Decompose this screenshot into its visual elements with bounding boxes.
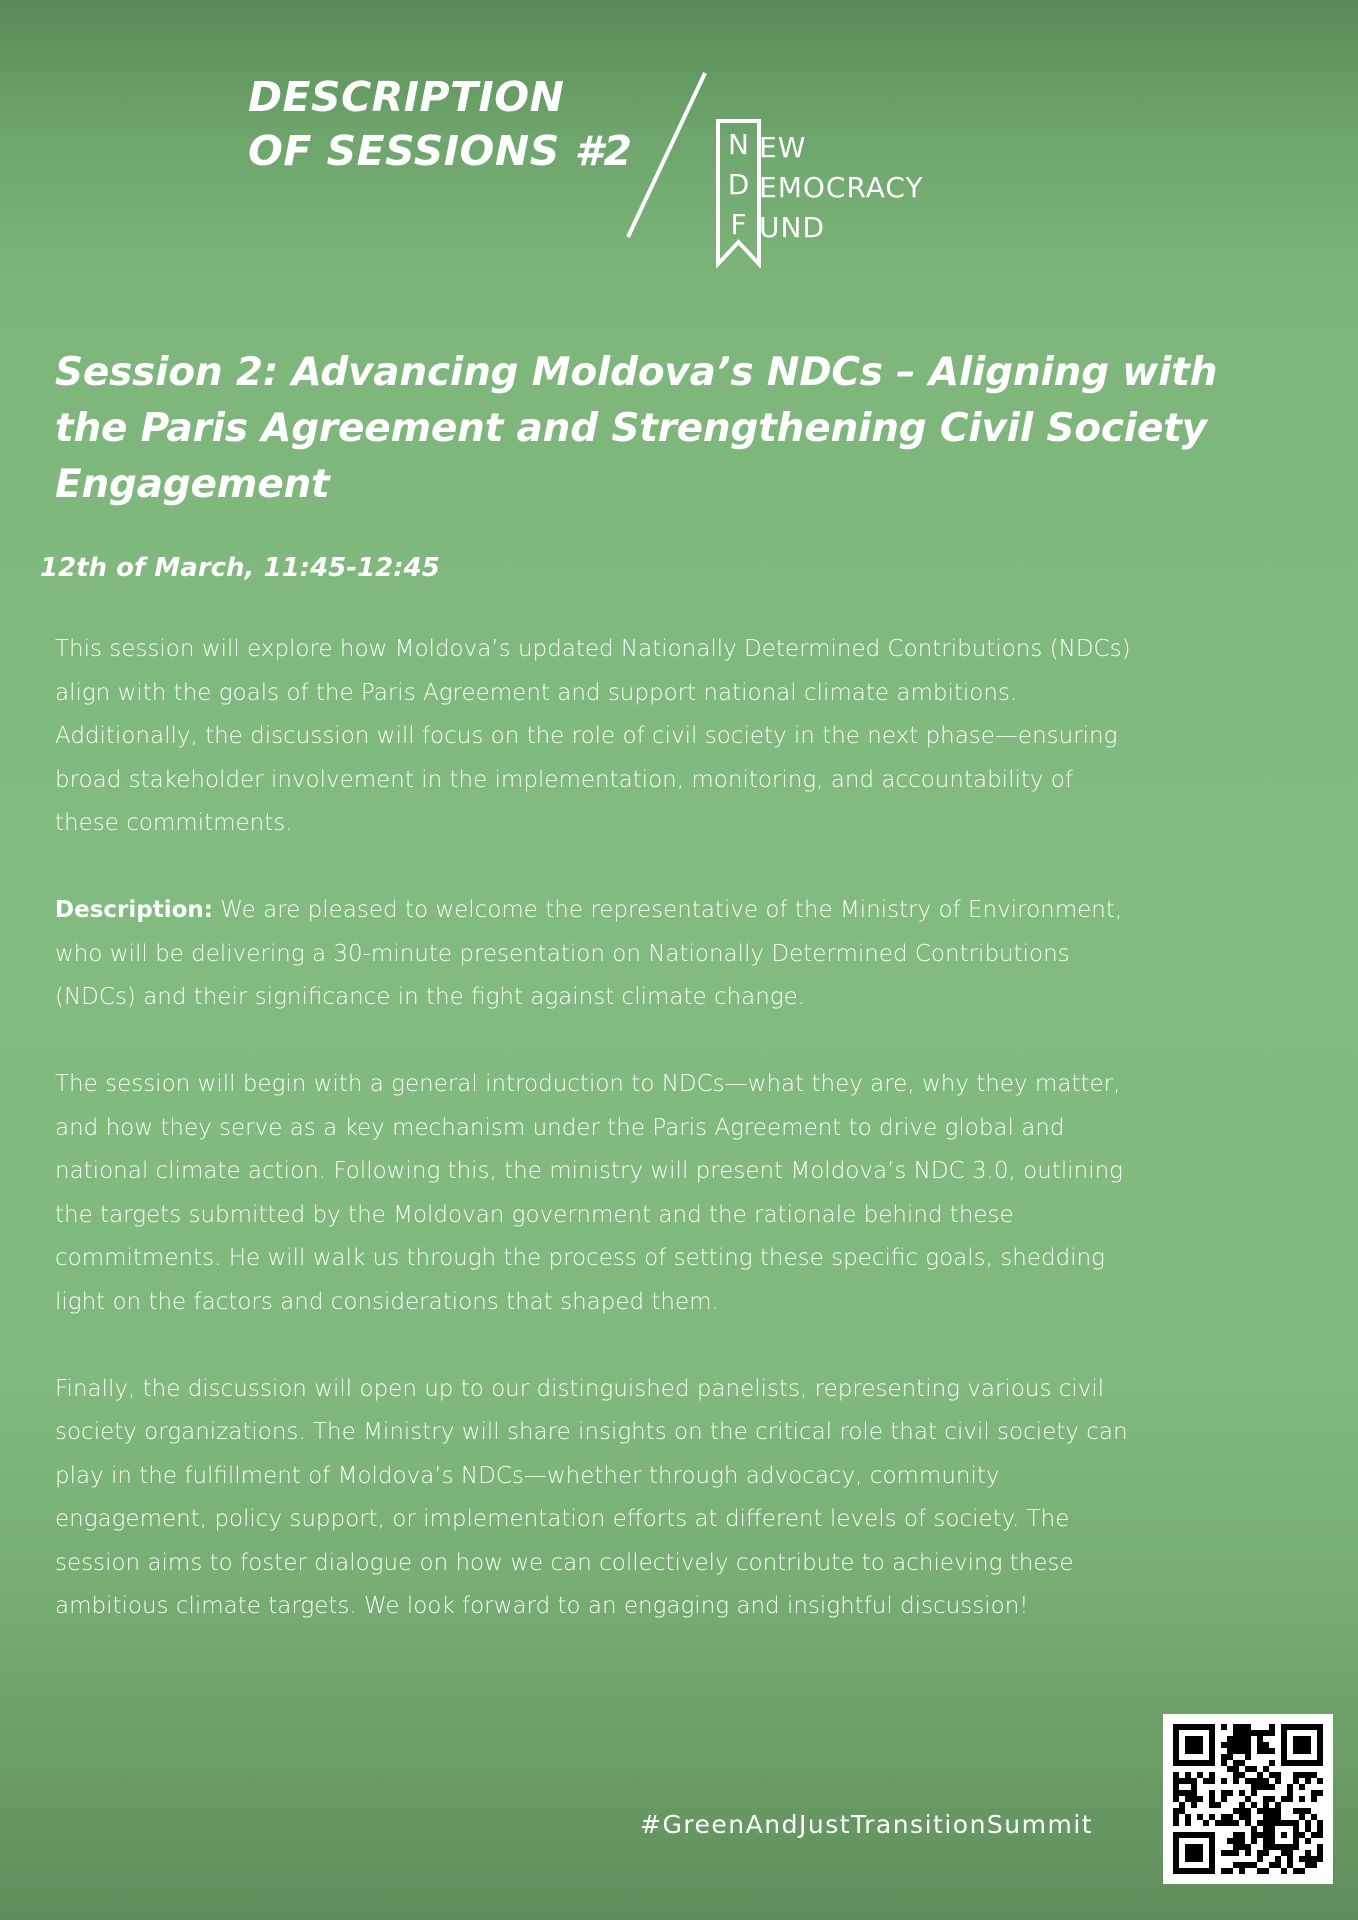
logo-ribbon-icon (715, 118, 765, 268)
header-title-line-1: DESCRIPTION (248, 73, 565, 121)
logo-word-democracy: EMOCRACY (759, 171, 924, 204)
intro-line: these commitments. (55, 810, 293, 836)
description-line (55, 889, 1335, 933)
ndf-logo (715, 118, 985, 268)
intro-line: align with the goals of the Paris Agreement and support national climate ambitions. (55, 679, 1018, 706)
session-title-line-1: Session 2: Advancing Moldova’s NDCs – Aligning with (55, 350, 1218, 395)
description-paragraph (55, 889, 1335, 1020)
description-line: (NDCs) and their significance in the fight against climate change. (55, 984, 806, 1010)
description-line: who will be delivering a 30-minute presentation on Nationally Determined Contributions (55, 940, 1070, 967)
header-title-line-2: OF SESSIONS #2 (248, 127, 633, 175)
divider-slash (620, 70, 710, 240)
qr-code[interactable] (1163, 1714, 1333, 1884)
summit-hashtag: #GreenAndJustTransitionSummit (640, 1810, 1094, 1839)
paragraph-line: national climate action. Following this, the ministry will present Moldova’s NDC 3.0, outlining (55, 1158, 1123, 1184)
paragraph-line: Finally, the discussion will open up to our distinguished panelists, representing various civil (55, 1375, 1105, 1402)
session-title (55, 345, 1355, 513)
session-title-line-2: the Paris Agreement and Strengthening Civil Society (55, 406, 1207, 451)
header-title (248, 70, 633, 178)
logo-letter-f: F (730, 208, 747, 241)
paragraph-line: session aims to foster dialogue on how we can collectively contribute to achieving these (55, 1549, 1074, 1576)
panel-discussion-paragraph (55, 1368, 1335, 1629)
paragraph-line: engagement, policy support, or implementation efforts at different levels of society. The (55, 1506, 1070, 1532)
session-title-line-3: Engagement (55, 462, 330, 507)
intro-line: Additionally, the discussion will focus on the role of civil society in the next phase—ensuring (55, 723, 1118, 749)
description-first-line: We are pleased to welcome the representative of the Ministry of Environment, (212, 897, 1123, 923)
logo-letter-d: D (727, 168, 750, 201)
paragraph-line: play in the fulfillment of Moldova’s NDCs—whether through advocacy, community (55, 1462, 1000, 1489)
ndc-introduction-paragraph (55, 1063, 1335, 1324)
session-body (55, 628, 1335, 1672)
logo-word-new: EW (759, 131, 807, 164)
paragraph-line: commitments. He will walk us through the process of setting these specific goals, shedding (55, 1245, 1105, 1271)
paragraph-line: and how they serve as a key mechanism under the Paris Agreement to drive global and (55, 1114, 1065, 1141)
qr-code-icon (1173, 1724, 1323, 1874)
session-date: 12th of March, 11:45-12:45 (40, 553, 440, 583)
paragraph-line: the targets submitted by the Moldovan government and the rationale behind these (55, 1201, 1014, 1228)
paragraph-line: light on the factors and considerations that shaped them. (55, 1288, 719, 1315)
logo-word-fund: UND (759, 211, 825, 244)
intro-line: This session will explore how Moldova’s updated Nationally Determined Contributions (NDCs) (55, 636, 1131, 662)
intro-line: broad stakeholder involvement in the implementation, monitoring, and accountability of (55, 766, 1073, 793)
paragraph-line: The session will begin with a general introduction to NDCs—what they are, why they matter, (55, 1071, 1121, 1097)
logo-wordmark (759, 128, 924, 248)
paragraph-line: ambitious climate targets. We look forward to an engaging and insightful discussion! (55, 1593, 1029, 1619)
description-label: Description: (55, 897, 213, 923)
logo-letter-n: N (728, 128, 749, 161)
paragraph-line: society organizations. The Ministry will share insights on the critical role that civil society can (55, 1419, 1128, 1445)
intro-paragraph (55, 628, 1335, 846)
